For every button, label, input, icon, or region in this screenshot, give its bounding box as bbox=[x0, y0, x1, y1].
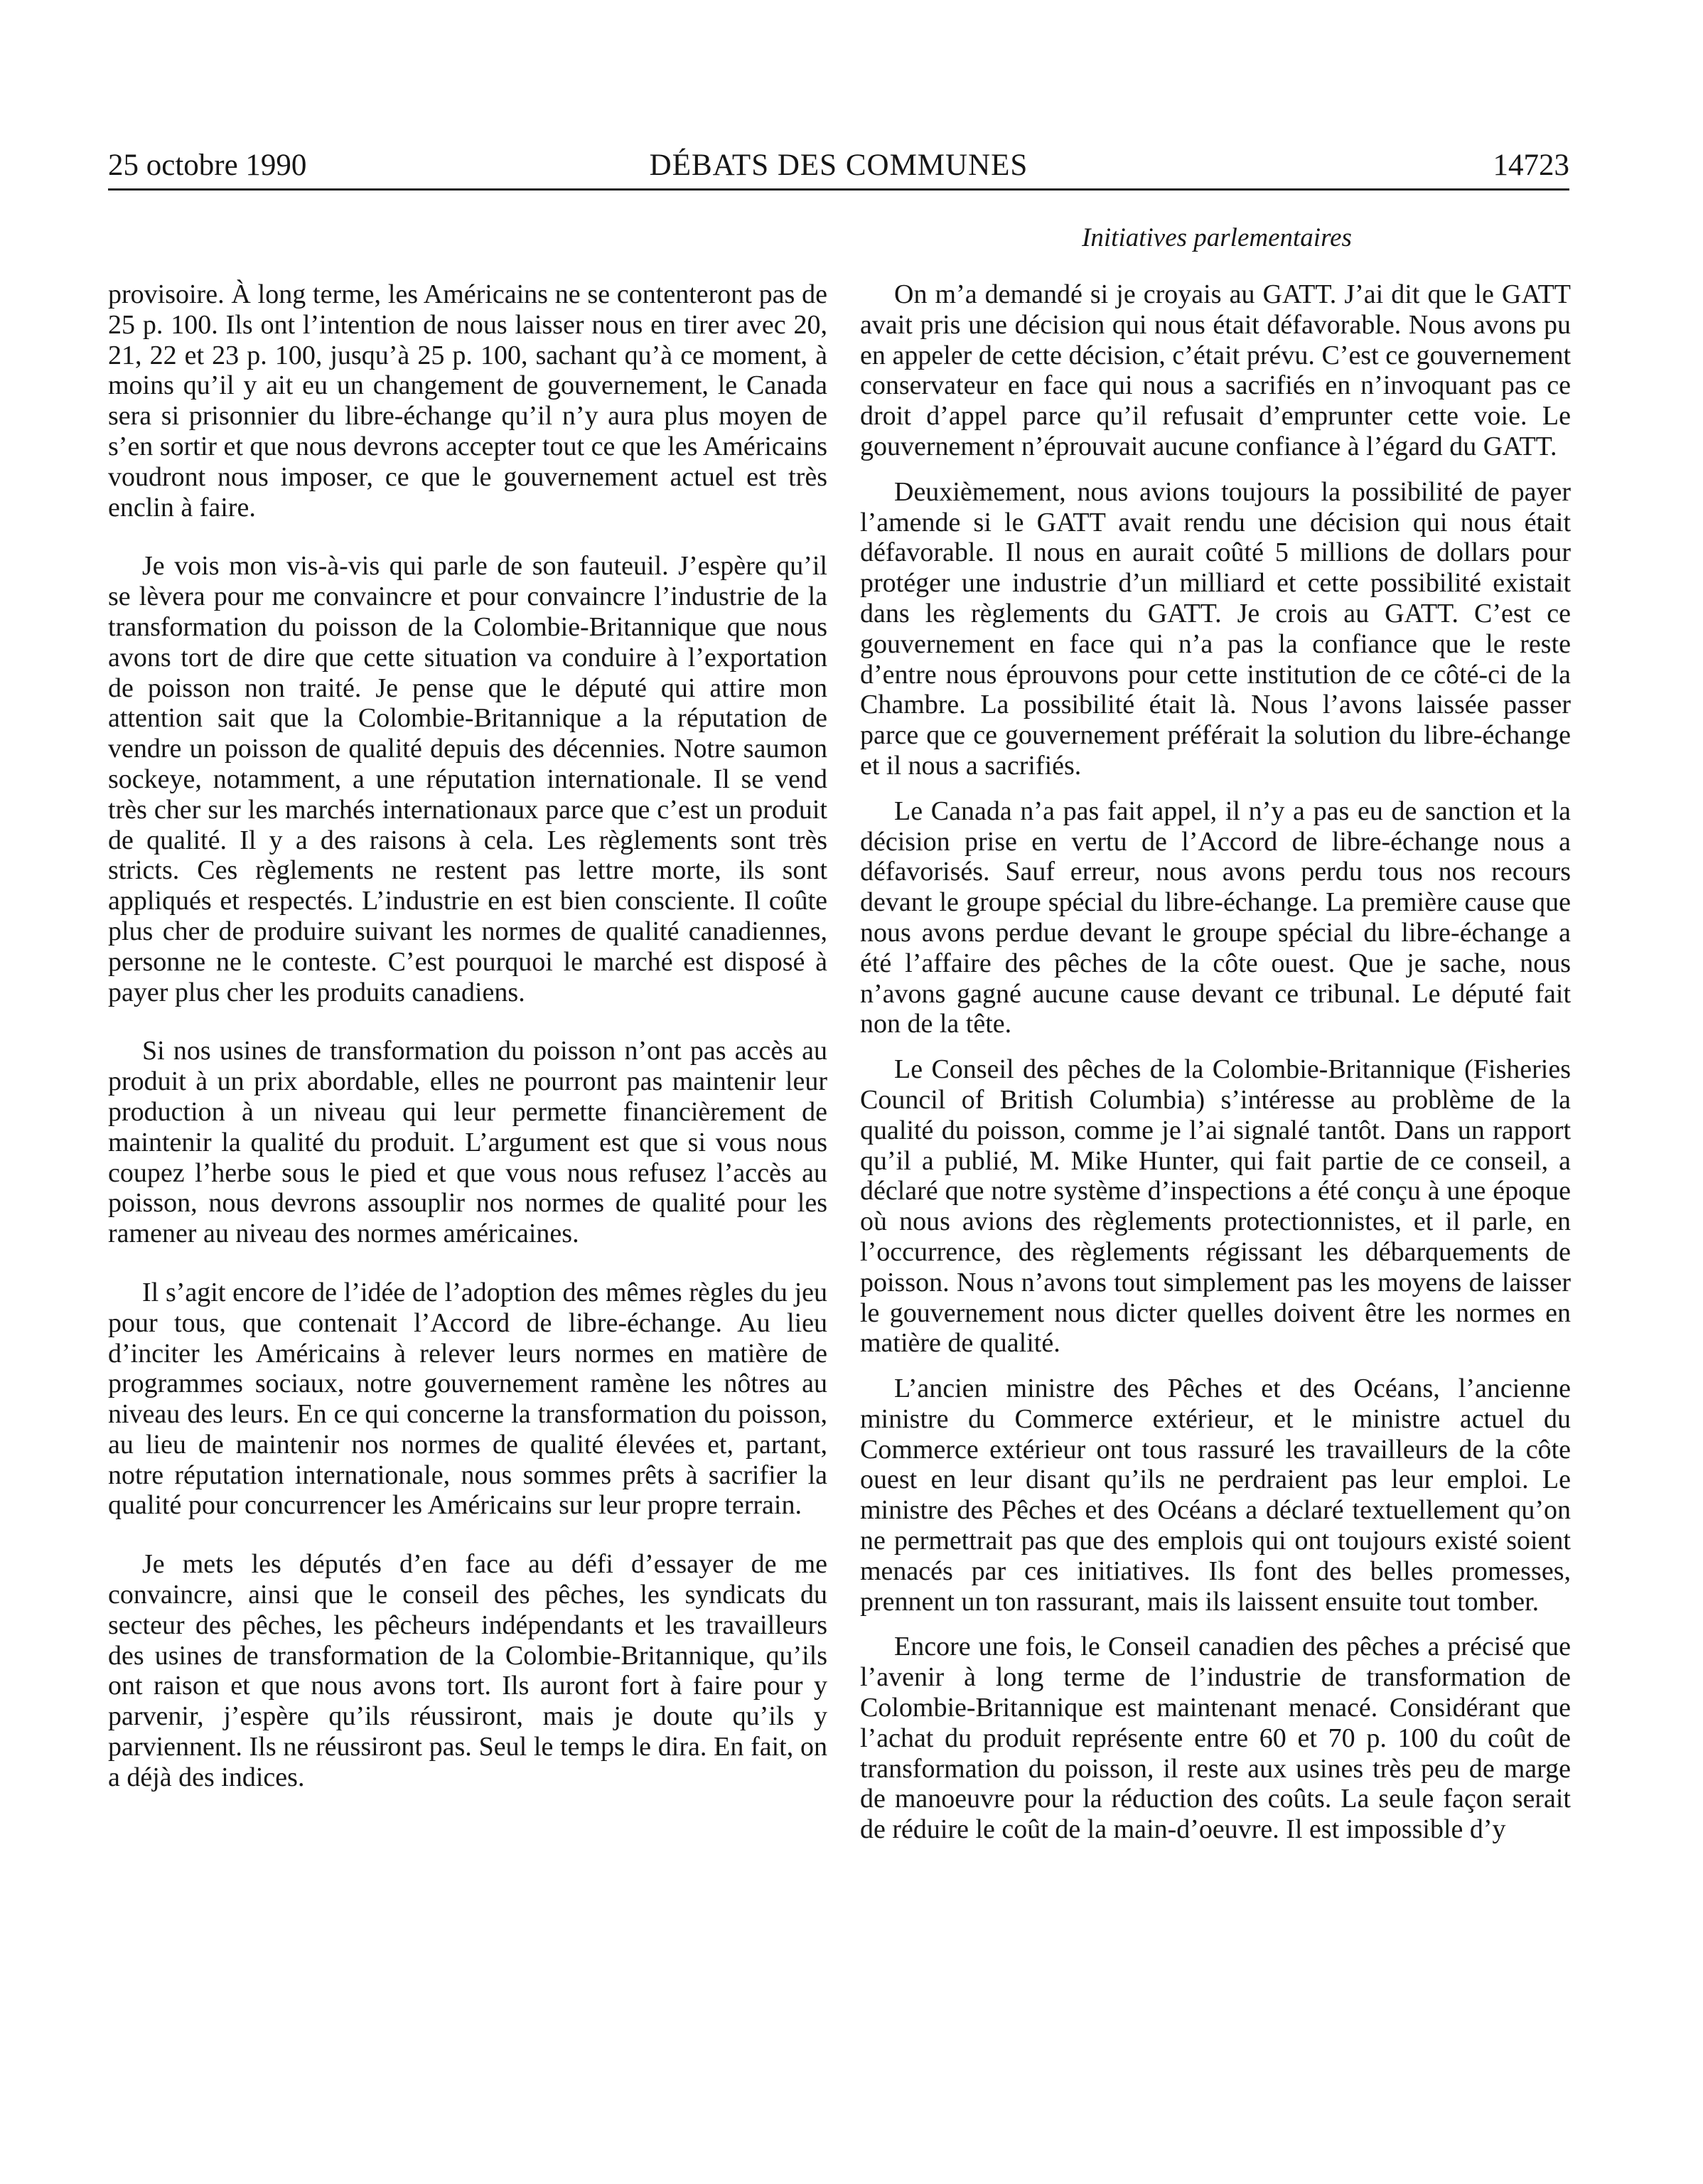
header-title: DÉBATS DES COMMUNES bbox=[649, 149, 1028, 182]
section-title: Initiatives parlementaires bbox=[1082, 223, 1352, 252]
paragraph: Si nos usines de transformation du poisson n’ont pas accès au produit à un prix abordable, elles ne pourront pas maintenir leur production à un niveau qui leur permette financièrement de maintenir la qualité du produit. L’argument est que si vous nous coupez l’herbe sous le pied et que vous nous refusez l’accès au poisson, nous devrons assouplir nos normes de qualité pour les ramener au niveau des normes américaines. bbox=[108, 1036, 827, 1249]
header-page-number: 14723 bbox=[1493, 149, 1569, 182]
header-date: 25 octobre 1990 bbox=[108, 149, 307, 182]
paragraph: Je mets les députés d’en face au défi d’essayer de me convaincre, ainsi que le conseil des pêches, les syndicats du secteur des pêches, les pêcheurs indépendants et les travailleurs des usines de transformation de la Colombie-Britannique, qu’ils ont raison et que nous avons tort. Ils auront fort à faire pour y parvenir, j’espère qu’ils réussiront, mais je doute qu’ils y parviennent. Ils ne réussiront pas. Seul le temps le dira. En fait, on a déjà des indices. bbox=[108, 1549, 827, 1792]
paragraph: Le Canada n’a pas fait appel, il n’y a pas eu de sanction et la décision prise en vertu de l’Accord de libre-échange nous a défavorisés. Sauf erreur, nous avons perdu tous nos recours devant le groupe spécial du libre-échange. La première cause que nous avons perdue devant le groupe spécial du libre-échange a été l’affaire des pêches de la côte ouest. Que je sache, nous n’avons gagné aucune cause devant ce tribunal. Le député fait non de la tête. bbox=[860, 796, 1571, 1039]
paragraph: Deuxièmement, nous avions toujours la possibilité de payer l’amende si le GATT avait rendu une décision qui nous était défavorable. Il nous en aurait coûté 5 millions de dollars pour protéger une industrie d’un milliard et cette possibilité existait dans les règlements du GATT. Je crois au GATT. C’est ce gouvernement en face qui n’a pas la confiance que le reste d’entre nous éprouvons pour cette institution de ce côté-ci de la Chambre. La possibilité était là. Nous l’avons laissée passer parce que ce gouvernement préférait la solution du libre-échange et il nous a sacrifiés. bbox=[860, 476, 1571, 781]
paragraph: provisoire. À long terme, les Américains ne se contenteront pas de 25 p. 100. Ils ont l’intention de nous laisser nous en tirer avec 20, 21, 22 et 23 p. 100, jusqu’à 25 p. 100, sachant qu’à ce moment, à moins qu’il y ait eu un changement de gouvernement, le Canada sera si prisonnier du libre-échange qu’il n’y aura plus moyen de s’en sortir et que nous devrons accepter tout ce que les Américains voudront nous imposer, ce que le gouvernement actuel est très enclin à faire. bbox=[108, 279, 827, 523]
paragraph: Je vois mon vis-à-vis qui parle de son fauteuil. J’espère qu’il se lèvera pour me convaincre et pour convaincre l’industrie de la transformation du poisson de la Colombie-Britannique que nous avons tort de dire que cette situation va conduire à l’exportation de poisson non traité. Je pense que le député qui attire mon attention sait que la Colombie-Britannique a la réputation de vendre un poisson de qualité depuis des décennies. Notre saumon sockeye, notamment, a une réputation internationale. Il se vend très cher sur les marchés internationaux parce que c’est un produit de qualité. Il y a des raisons à cela. Les règlements sont très stricts. Ces règlements ne restent pas lettre morte, ils sont appliqués et respectés. L’industrie en est bien consciente. Il coûte plus cher de produire suivant les normes de qualité canadiennes, personne ne le conteste. C’est pourquoi le marché est disposé à payer plus cher les produits canadiens. bbox=[108, 551, 827, 1007]
paragraph: Le Conseil des pêches de la Colombie-Britannique (Fisheries Council of British Columbia) s’intéresse au problème de la qualité du poisson, comme je l’ai signalé tantôt. Dans un rapport qu’il a publié, M. Mike Hunter, qui fait partie de ce conseil, a déclaré que notre système d’inspections a été conçu à une époque où nous avions des règlements protectionnistes, et il parle, en l’occurrence, des règlements régissant les débarquements de poisson. Nous n’avons tout simplement pas les moyens de laisser le gouvernement nous dicter quelles doivent être les normes en matière de qualité. bbox=[860, 1054, 1571, 1359]
header-rule bbox=[108, 188, 1569, 191]
left-column bbox=[108, 279, 827, 1793]
paragraph: On m’a demandé si je croyais au GATT. J’ai dit que le GATT avait pris une décision qui nous était défavorable. Nous avons pu en appeler de cette décision, c’était prévu. C’est ce gouvernement conservateur en face qui nous a sacrifiés en n’invoquant pas ce droit d’appel parce qu’il refusait d’emprunter cette voie. Le gouvernement n’éprouvait aucune confiance à l’égard du GATT. bbox=[860, 279, 1571, 461]
right-column bbox=[860, 279, 1571, 1845]
paragraph: Encore une fois, le Conseil canadien des pêches a précisé que l’avenir à long terme de l’industrie de transformation de Colombie-Britannique est maintenant menacé. Considérant que l’achat du produit représente entre 60 et 70 p. 100 du coût de transformation du poisson, il reste aux usines très peu de marge de manoeuvre pour la réduction des coûts. La seule façon serait de réduire le coût de la main-d’oeuvre. Il est impossible d’y bbox=[860, 1632, 1571, 1845]
paragraph: L’ancien ministre des Pêches et des Océans, l’ancienne ministre du Commerce extérieur, et le ministre actuel du Commerce extérieur ont tous rassuré les travailleurs de la côte ouest en leur disant qu’ils ne perdraient pas leur emploi. Le ministre des Pêches et des Océans a déclaré textuellement qu’on ne permettrait pas que des emplois qui ont toujours existé soient menacés par ces initiatives. Ils font des belles promesses, prennent un ton rassurant, mais ils laissent ensuite tout tomber. bbox=[860, 1374, 1571, 1617]
page-header bbox=[108, 148, 1569, 183]
paragraph: Il s’agit encore de l’idée de l’adoption des mêmes règles du jeu pour tous, que contenait l’Accord de libre-échange. Au lieu d’inciter les Américains à relever leurs normes en matière de programmes sociaux, notre gouvernement ramène les nôtres au niveau des leurs. En ce qui concerne la transformation du poisson, au lieu de maintenir nos normes de qualité élevées et, partant, notre réputation internationale, nous sommes prêts à sacrifier la qualité pour concurrencer les Américains sur leur propre terrain. bbox=[108, 1277, 827, 1521]
